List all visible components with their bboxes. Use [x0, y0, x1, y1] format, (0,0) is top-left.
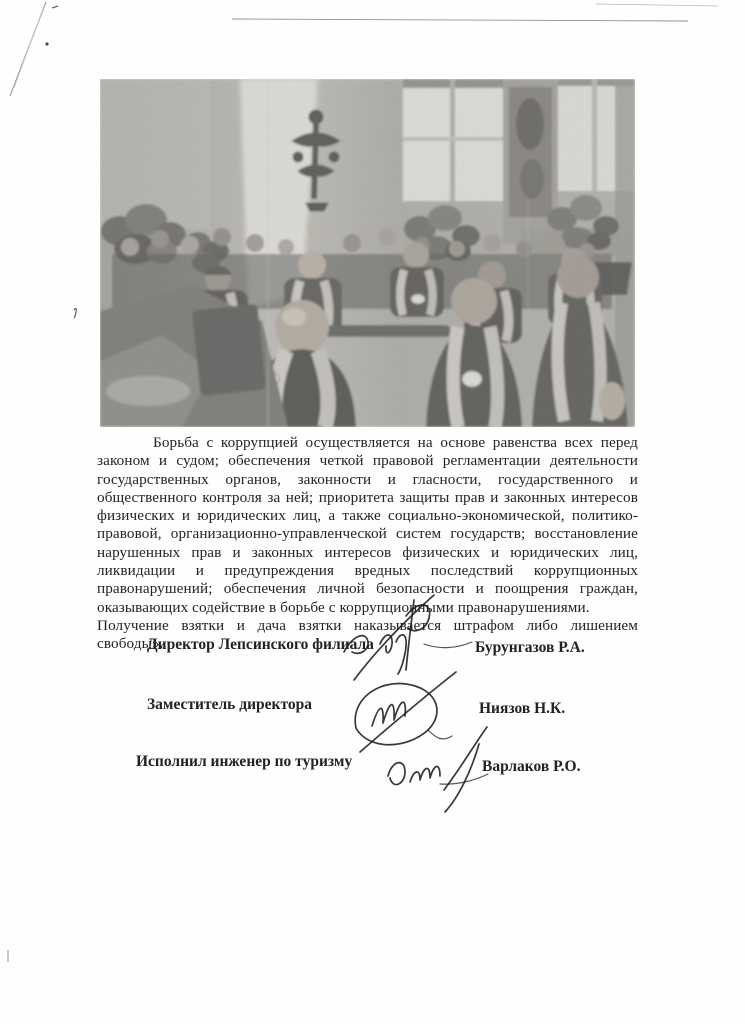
audience-meeting-photo [100, 79, 635, 427]
signer-name: Ниязов Н.К. [479, 700, 566, 717]
scan-artifact-tick [52, 6, 58, 8]
scan-artifact-top-line [232, 19, 688, 21]
scan-artifact-corner-line-2 [14, 6, 44, 88]
signer-title: Директор Лепсинского филиала [147, 636, 374, 653]
photo-grain-overlay [100, 79, 635, 427]
main-paragraph: Борьба с коррупцией осуществляется на основе равенства всех перед законом и судом; обеспечения четкой правовой регламентации деятельности государственных органов, законности и гласности, государственного и общественного контроля за ней; приоритета защиты прав и законных интересов физических и юридических лиц, а также социально-экономической, политико-правовой, организационно-управленческой систем государств; восстановление нарушенных прав и законных интересов физических и юридических лиц, ликвидации и предупреждения вредных последствий коррупционных правонарушений; обеспечения личной безопасности и поощрения граждан, оказывающих содействие в борьбе с коррупционными правонарушениями. [97, 434, 638, 616]
scan-artifact-top-right-line [596, 4, 718, 6]
signature-stroke-engineer [382, 724, 494, 814]
signer-name: Бурунгазов Р.А. [475, 639, 585, 656]
scan-artifact-comma-mark [74, 308, 76, 318]
signer-title: Исполнил инженер по туризму [136, 753, 353, 770]
signer-name: Варлаков Р.О. [482, 758, 581, 775]
signer-title: Заместитель директора [147, 696, 312, 713]
note-paragraph: Получение взятки и дача взятки наказывается штрафом либо лишением свободы». [97, 616, 638, 653]
scan-artifact-corner-line [10, 2, 46, 96]
photo-canvas [100, 79, 635, 427]
scan-artifact-speck [45, 42, 48, 45]
